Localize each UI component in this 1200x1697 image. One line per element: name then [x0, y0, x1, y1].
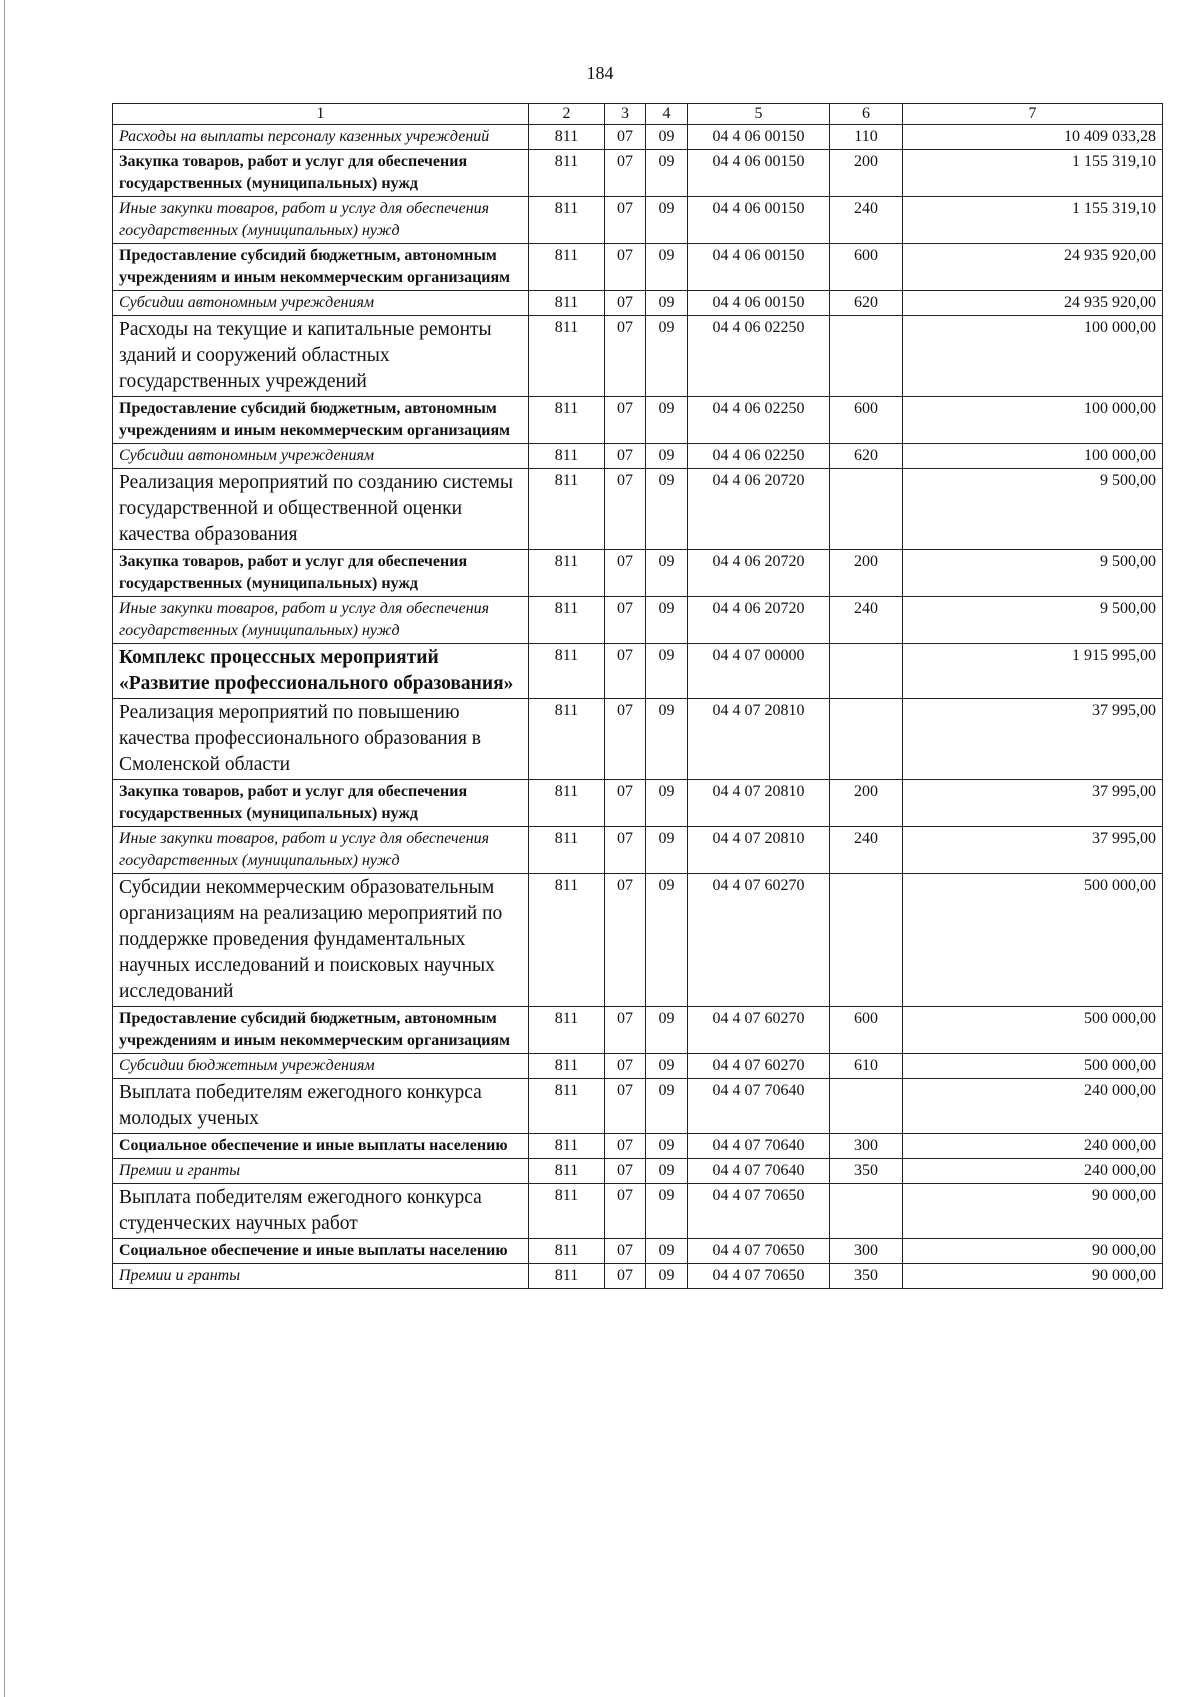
section-code-cell: 07: [605, 780, 646, 827]
ministry-code-cell: 811: [529, 1134, 605, 1159]
expense-type-cell: [830, 644, 903, 699]
subsection-code-cell: 09: [646, 699, 688, 780]
amount-cell: 240 000,00: [903, 1159, 1163, 1184]
header-cell: 7: [903, 104, 1163, 125]
target-article-cell: 04 4 06 02250: [688, 316, 830, 397]
expense-type-cell: 240: [830, 827, 903, 874]
scan-edge-line: [4, 0, 5, 1697]
amount-cell: 1 155 319,10: [903, 150, 1163, 197]
section-code-cell: 07: [605, 699, 646, 780]
section-code-cell: 07: [605, 244, 646, 291]
section-code-cell: 07: [605, 316, 646, 397]
subsection-code-cell: 09: [646, 1007, 688, 1054]
expense-name-cell: Субсидии бюджетным учреждениям: [113, 1054, 529, 1079]
target-article-cell: 04 4 07 70640: [688, 1134, 830, 1159]
target-article-cell: 04 4 06 20720: [688, 550, 830, 597]
subsection-code-cell: 09: [646, 150, 688, 197]
table-row: [113, 827, 1163, 874]
table-body: [113, 104, 1163, 1289]
section-code-cell: 07: [605, 1079, 646, 1134]
amount-cell: 500 000,00: [903, 874, 1163, 1007]
table-row: [113, 1007, 1163, 1054]
expense-type-cell: [830, 469, 903, 550]
expense-type-cell: [830, 316, 903, 397]
table-row: [113, 397, 1163, 444]
target-article-cell: 04 4 07 70640: [688, 1159, 830, 1184]
target-article-cell: 04 4 07 70640: [688, 1079, 830, 1134]
ministry-code-cell: 811: [529, 780, 605, 827]
expense-type-cell: [830, 1079, 903, 1134]
subsection-code-cell: 09: [646, 316, 688, 397]
expense-name-cell: Реализация мероприятий по созданию системы государственной и общественной оценки качества образования: [113, 469, 529, 550]
section-code-cell: 07: [605, 150, 646, 197]
target-article-cell: 04 4 06 00150: [688, 244, 830, 291]
expense-type-cell: 350: [830, 1264, 903, 1289]
section-code-cell: 07: [605, 469, 646, 550]
table-row: [113, 197, 1163, 244]
ministry-code-cell: 811: [529, 397, 605, 444]
target-article-cell: 04 4 06 20720: [688, 597, 830, 644]
expense-type-cell: 300: [830, 1134, 903, 1159]
ministry-code-cell: 811: [529, 874, 605, 1007]
target-article-cell: 04 4 07 00000: [688, 644, 830, 699]
amount-cell: 500 000,00: [903, 1054, 1163, 1079]
subsection-code-cell: 09: [646, 550, 688, 597]
amount-cell: 100 000,00: [903, 397, 1163, 444]
header-cell: 5: [688, 104, 830, 125]
target-article-cell: 04 4 06 00150: [688, 197, 830, 244]
target-article-cell: 04 4 07 70650: [688, 1239, 830, 1264]
ministry-code-cell: 811: [529, 125, 605, 150]
expense-name-cell: Закупка товаров, работ и услуг для обеспечения государственных (муниципальных) нужд: [113, 780, 529, 827]
expense-name-cell: Расходы на выплаты персоналу казенных учреждений: [113, 125, 529, 150]
expense-name-cell: Предоставление субсидий бюджетным, автономным учреждениям и иным некоммерческим организациям: [113, 1007, 529, 1054]
table-row: [113, 244, 1163, 291]
section-code-cell: 07: [605, 1184, 646, 1239]
target-article-cell: 04 4 06 20720: [688, 469, 830, 550]
target-article-cell: 04 4 07 20810: [688, 699, 830, 780]
section-code-cell: 07: [605, 1007, 646, 1054]
target-article-cell: 04 4 07 60270: [688, 874, 830, 1007]
subsection-code-cell: 09: [646, 444, 688, 469]
table-row: [113, 699, 1163, 780]
target-article-cell: 04 4 06 00150: [688, 291, 830, 316]
expense-name-cell: Социальное обеспечение и иные выплаты населению: [113, 1134, 529, 1159]
subsection-code-cell: 09: [646, 1079, 688, 1134]
expense-type-cell: [830, 1184, 903, 1239]
amount-cell: 37 995,00: [903, 780, 1163, 827]
amount-cell: 1 915 995,00: [903, 644, 1163, 699]
expense-type-cell: 620: [830, 291, 903, 316]
subsection-code-cell: 09: [646, 1159, 688, 1184]
section-code-cell: 07: [605, 550, 646, 597]
amount-cell: 9 500,00: [903, 597, 1163, 644]
target-article-cell: 04 4 07 70650: [688, 1264, 830, 1289]
expense-type-cell: [830, 699, 903, 780]
table-header-row: [113, 104, 1163, 125]
subsection-code-cell: 09: [646, 597, 688, 644]
header-cell: 2: [529, 104, 605, 125]
amount-cell: 100 000,00: [903, 316, 1163, 397]
expense-type-cell: 350: [830, 1159, 903, 1184]
ministry-code-cell: 811: [529, 1159, 605, 1184]
expense-type-cell: 110: [830, 125, 903, 150]
page-number: 184: [586, 63, 614, 83]
header-cell: 3: [605, 104, 646, 125]
amount-cell: 24 935 920,00: [903, 291, 1163, 316]
subsection-code-cell: 09: [646, 197, 688, 244]
amount-cell: 500 000,00: [903, 1007, 1163, 1054]
amount-cell: 37 995,00: [903, 699, 1163, 780]
amount-cell: 240 000,00: [903, 1134, 1163, 1159]
table-row: [113, 1184, 1163, 1239]
ministry-code-cell: 811: [529, 1007, 605, 1054]
ministry-code-cell: 811: [529, 827, 605, 874]
table-row: [113, 1239, 1163, 1264]
expense-type-cell: 600: [830, 1007, 903, 1054]
section-code-cell: 07: [605, 1054, 646, 1079]
table-row: [113, 1159, 1163, 1184]
section-code-cell: 07: [605, 827, 646, 874]
ministry-code-cell: 811: [529, 1264, 605, 1289]
table-row: [113, 1079, 1163, 1134]
subsection-code-cell: 09: [646, 125, 688, 150]
target-article-cell: 04 4 06 02250: [688, 444, 830, 469]
expense-name-cell: Социальное обеспечение и иные выплаты населению: [113, 1239, 529, 1264]
expense-name-cell: Премии и гранты: [113, 1264, 529, 1289]
ministry-code-cell: 811: [529, 644, 605, 699]
amount-cell: 100 000,00: [903, 444, 1163, 469]
section-code-cell: 07: [605, 444, 646, 469]
expense-name-cell: Иные закупки товаров, работ и услуг для обеспечения государственных (муниципальных) нужд: [113, 597, 529, 644]
ministry-code-cell: 811: [529, 699, 605, 780]
subsection-code-cell: 09: [646, 1184, 688, 1239]
expense-name-cell: Закупка товаров, работ и услуг для обеспечения государственных (муниципальных) нужд: [113, 150, 529, 197]
section-code-cell: 07: [605, 1159, 646, 1184]
expense-name-cell: Субсидии автономным учреждениям: [113, 444, 529, 469]
header-cell: 6: [830, 104, 903, 125]
expense-type-cell: 300: [830, 1239, 903, 1264]
subsection-code-cell: 09: [646, 827, 688, 874]
expense-name-cell: Выплата победителям ежегодного конкурса молодых ученых: [113, 1079, 529, 1134]
table-row: [113, 644, 1163, 699]
expense-type-cell: 620: [830, 444, 903, 469]
subsection-code-cell: 09: [646, 1134, 688, 1159]
amount-cell: 90 000,00: [903, 1239, 1163, 1264]
section-code-cell: 07: [605, 644, 646, 699]
ministry-code-cell: 811: [529, 1239, 605, 1264]
expense-name-cell: Реализация мероприятий по повышению качества профессионального образования в Смоленской области: [113, 699, 529, 780]
header-cell: 4: [646, 104, 688, 125]
expense-type-cell: 600: [830, 244, 903, 291]
subsection-code-cell: 09: [646, 644, 688, 699]
table-row: [113, 1134, 1163, 1159]
expense-name-cell: Субсидии некоммерческим образовательным организациям на реализацию мероприятий по поддержке проведения фундаментальных научных исследований и поисковых научных исследований: [113, 874, 529, 1007]
amount-cell: 1 155 319,10: [903, 197, 1163, 244]
amount-cell: 90 000,00: [903, 1264, 1163, 1289]
ministry-code-cell: 811: [529, 1184, 605, 1239]
amount-cell: 10 409 033,28: [903, 125, 1163, 150]
subsection-code-cell: 09: [646, 780, 688, 827]
expense-name-cell: Закупка товаров, работ и услуг для обеспечения государственных (муниципальных) нужд: [113, 550, 529, 597]
target-article-cell: 04 4 07 20810: [688, 827, 830, 874]
table-row: [113, 1264, 1163, 1289]
table-row: [113, 1054, 1163, 1079]
expense-type-cell: [830, 874, 903, 1007]
ministry-code-cell: 811: [529, 197, 605, 244]
section-code-cell: 07: [605, 1239, 646, 1264]
subsection-code-cell: 09: [646, 244, 688, 291]
expense-name-cell: Субсидии автономным учреждениям: [113, 291, 529, 316]
amount-cell: 37 995,00: [903, 827, 1163, 874]
section-code-cell: 07: [605, 1134, 646, 1159]
target-article-cell: 04 4 07 60270: [688, 1007, 830, 1054]
ministry-code-cell: 811: [529, 1054, 605, 1079]
ministry-code-cell: 811: [529, 550, 605, 597]
target-article-cell: 04 4 07 20810: [688, 780, 830, 827]
subsection-code-cell: 09: [646, 874, 688, 1007]
table-row: [113, 597, 1163, 644]
expense-type-cell: 610: [830, 1054, 903, 1079]
expense-type-cell: 240: [830, 197, 903, 244]
header-cell: 1: [113, 104, 529, 125]
target-article-cell: 04 4 06 00150: [688, 125, 830, 150]
expense-name-cell: Премии и гранты: [113, 1159, 529, 1184]
expense-name-cell: Иные закупки товаров, работ и услуг для обеспечения государственных (муниципальных) нужд: [113, 827, 529, 874]
table-row: [113, 444, 1163, 469]
section-code-cell: 07: [605, 1264, 646, 1289]
expense-name-cell: Комплекс процессных мероприятий «Развитие профессионального образования»: [113, 644, 529, 699]
expense-name-cell: Выплата победителям ежегодного конкурса студенческих научных работ: [113, 1184, 529, 1239]
section-code-cell: 07: [605, 197, 646, 244]
ministry-code-cell: 811: [529, 316, 605, 397]
expense-type-cell: 240: [830, 597, 903, 644]
subsection-code-cell: 09: [646, 397, 688, 444]
expense-type-cell: 200: [830, 150, 903, 197]
section-code-cell: 07: [605, 597, 646, 644]
table-row: [113, 874, 1163, 1007]
table-row: [113, 125, 1163, 150]
expense-name-cell: Предоставление субсидий бюджетным, автономным учреждениям и иным некоммерческим организациям: [113, 397, 529, 444]
amount-cell: 9 500,00: [903, 469, 1163, 550]
table-row: [113, 469, 1163, 550]
amount-cell: 90 000,00: [903, 1184, 1163, 1239]
amount-cell: 240 000,00: [903, 1079, 1163, 1134]
ministry-code-cell: 811: [529, 291, 605, 316]
ministry-code-cell: 811: [529, 150, 605, 197]
ministry-code-cell: 811: [529, 444, 605, 469]
table-row: [113, 550, 1163, 597]
section-code-cell: 07: [605, 874, 646, 1007]
expense-name-cell: Иные закупки товаров, работ и услуг для обеспечения государственных (муниципальных) нужд: [113, 197, 529, 244]
subsection-code-cell: 09: [646, 1264, 688, 1289]
ministry-code-cell: 811: [529, 244, 605, 291]
expense-type-cell: 200: [830, 550, 903, 597]
amount-cell: 9 500,00: [903, 550, 1163, 597]
expense-type-cell: 200: [830, 780, 903, 827]
ministry-code-cell: 811: [529, 469, 605, 550]
amount-cell: 24 935 920,00: [903, 244, 1163, 291]
subsection-code-cell: 09: [646, 291, 688, 316]
ministry-code-cell: 811: [529, 597, 605, 644]
target-article-cell: 04 4 06 02250: [688, 397, 830, 444]
section-code-cell: 07: [605, 291, 646, 316]
budget-table: [112, 103, 1163, 1289]
expense-name-cell: Расходы на текущие и капитальные ремонты зданий и сооружений областных государственных учреждений: [113, 316, 529, 397]
target-article-cell: 04 4 07 60270: [688, 1054, 830, 1079]
table-row: [113, 316, 1163, 397]
table-row: [113, 291, 1163, 316]
expense-type-cell: 600: [830, 397, 903, 444]
table-row: [113, 780, 1163, 827]
target-article-cell: 04 4 06 00150: [688, 150, 830, 197]
subsection-code-cell: 09: [646, 1054, 688, 1079]
subsection-code-cell: 09: [646, 469, 688, 550]
table-row: [113, 150, 1163, 197]
subsection-code-cell: 09: [646, 1239, 688, 1264]
target-article-cell: 04 4 07 70650: [688, 1184, 830, 1239]
section-code-cell: 07: [605, 397, 646, 444]
expense-name-cell: Предоставление субсидий бюджетным, автономным учреждениям и иным некоммерческим организациям: [113, 244, 529, 291]
ministry-code-cell: 811: [529, 1079, 605, 1134]
section-code-cell: 07: [605, 125, 646, 150]
